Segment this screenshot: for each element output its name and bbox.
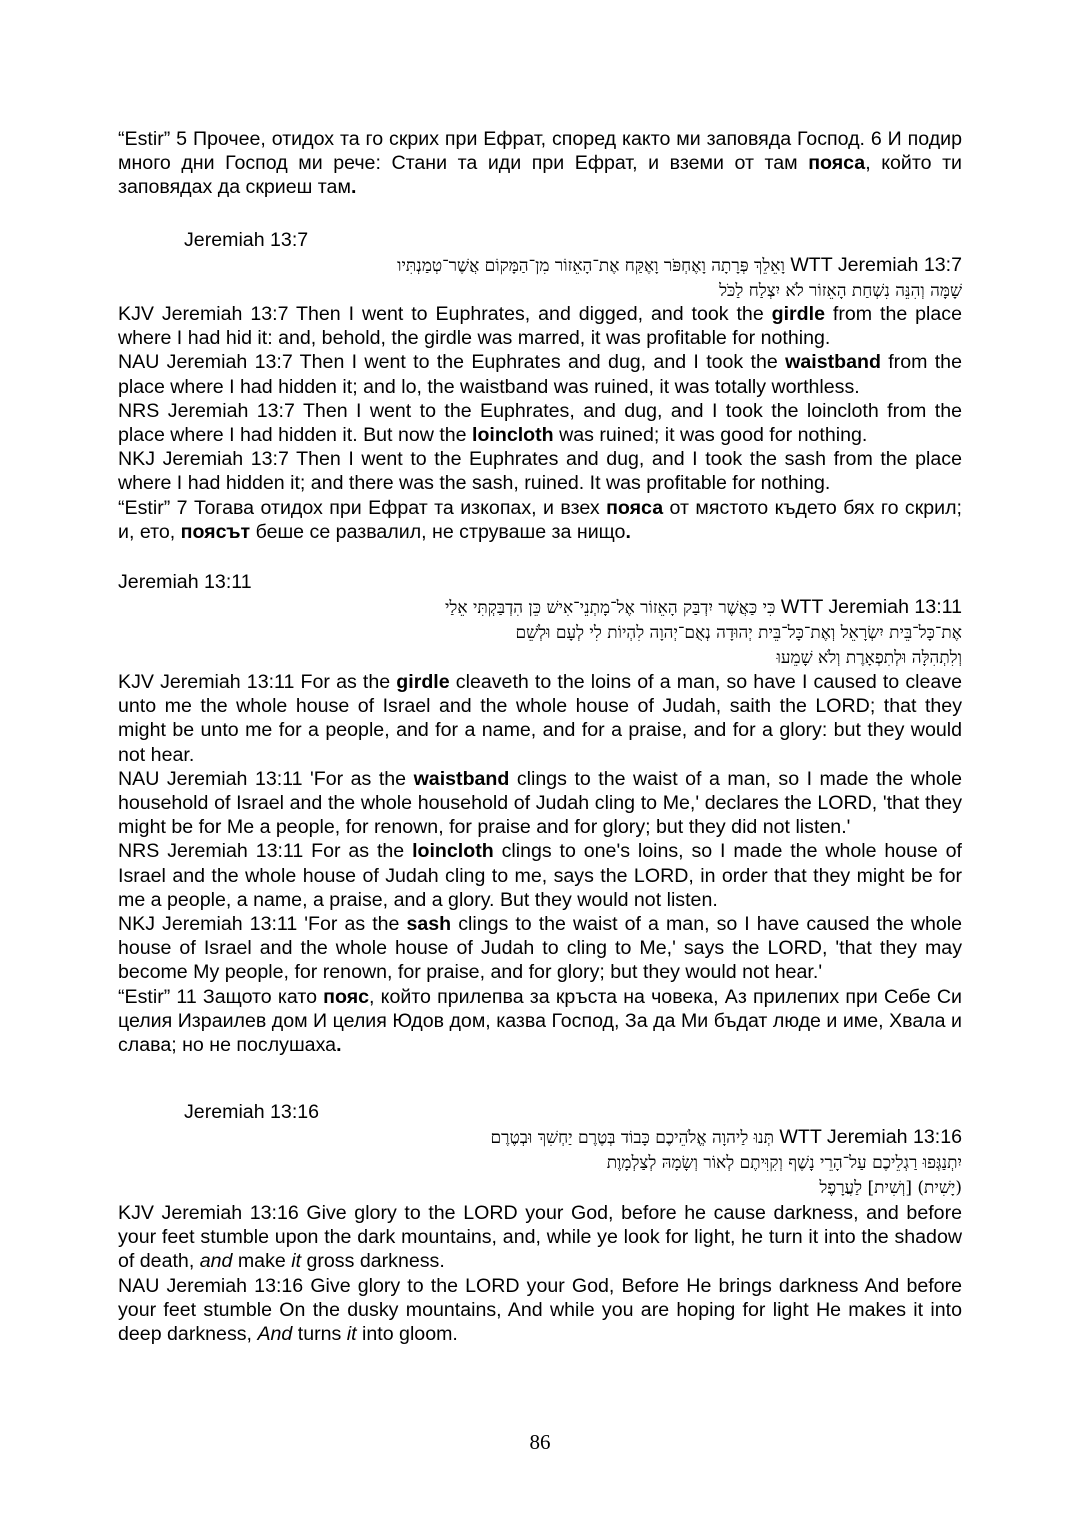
wtt-hebrew-13-7 [262,253,962,303]
nau-verse: NAU Jeremiah 13:16 Give glory to the LORD your God, Before He brings darkness And before your feet stumble On the dusky mountains, And while you are hoping for light He makes it into deep darkness, And turns it into gloom. [118,1274,962,1346]
hebrew-text: שָׁמָּה וְהִנֵּה נִשְׁחַת הָאֵזוֹר לֹא יִצְלַח לַכֹּל [719,281,962,302]
page-number: 86 [529,1430,551,1454]
nrs-verse: NRS Jeremiah 13:11 For as the loincloth clings to one's loins, so I made the whole house of Israel and the whole house of Judah cling to me, says the LORD, in order that they might be for me a people, a name, a praise, and a glory. But they would not listen. [118,840,962,911]
bold-period: . [350,176,357,199]
kjv-verse: KJV Jeremiah 13:11 For as the girdle cleaveth to the loins of a man, so have I caused to cleave unto me the whole house of Israel and the whole house of Judah, saith the LORD; that they might be unto me for a people, and for a name, and for a praise, and for a glory: but they would not hear. [118,671,962,766]
nkj-verse: NKJ Jeremiah 13:7 Then I went to the Euphrates and dug, and I took the sash from the place where I had hidden it; and there was the sash, ruined. It was profitable for nothing. [118,448,962,495]
hebrew-text: יִתְנַגְּפוּ רַגְלֵיכֶם עַל־הָרֵי נָשֶׁף וְקִוִּיתֶם לְאוֹר וְשָׂמָהּ לְצַלְמָוֶת [606,1153,962,1174]
estir-text: , който ти заповядах да скриеш там [118,152,962,199]
hebrew-text: כִּי כַּאֲשֶׁר יִדְבַּק הָאֵזוֹר אֶל־מָתְנֵי־אִישׁ כֵּן הִדְבַּקְתִּי אֵלַי [444,598,776,618]
nau-verse: NAU Jeremiah 13:7 Then I went to the Euphrates and dug, and I took the waistband from the place where I had hidden it; and lo, the waistband was ruined, it was totally worthless. [118,351,962,398]
translations-13-16 [118,1201,962,1346]
section-heading-13-11: Jeremiah 13:11 [118,571,252,593]
section-heading-13-16: Jeremiah 13:16 [184,1101,320,1123]
nau-verse: NAU Jeremiah 13:11 'For as the waistband clings to the waist of a man, so I made the whole household of Israel and the whole household of Judah cling to Me,' declares the LORD, 'that they might be for Me a people, for renown, for praise and for glory; but they did not listen.' [118,767,962,839]
kjv-verse: KJV Jeremiah 13:7 Then I went to Euphrates, and digged, and took the girdle from the place where I had hid it: and, behold, the girdle was marred, it was profitable for nothing. [118,303,962,350]
kjv-verse: KJV Jeremiah 13:16 Give glory to the LORD your God, before he cause darkness, and before your feet stumble upon the dark mountains, and, while ye look for light, he turn it into the shadow of death, and make it gross darkness. [118,1202,962,1273]
estir-text: “Estir” 5 Прочее, отидох та го скрих при Ефрат, според както ми заповяда Господ. 6 И подир много дни Господ ми рече: Стани та иди при Ефрат, и вземи от там [118,128,962,175]
translations-13-7 [118,302,962,544]
estir-verse: “Estir” 7 Тогава отидох при Ефрат та изкопах, и взех пояса от мястото където бях го скрил; и, ето, поясът беше се развалил, не струваше за нищо. [118,496,963,543]
estir-verse: “Estir” 11 Защото като пояс, който прилепва за кръста на човека, Аз прилепих при Себе Си целия Израилев дом И целия Юдов дом, казва Господ, За да Ми бъдат люде и име, Хвала и слава; но не послушаха. [118,985,962,1057]
hebrew-text: (יָשִׁית) [וְשִׁית] לַעֲרָפֶל [819,1178,962,1199]
wtt-hebrew-13-11 [262,595,962,671]
wtt-label: WTT Jeremiah 13:11 [780,596,962,618]
bold-keyword: пояса [808,152,866,175]
hebrew-text: וָאֵלֵךְ פְּרָתָה וָאֶחְפֹּר וָאֶקַּח אֶת־הָאֵזוֹר מִן־הַמָּקוֹם אֲשֶׁר־טְמַנְתִּיו [397,256,785,276]
wtt-label: WTT Jeremiah 13:16 [779,1126,962,1148]
translations-13-11 [118,670,962,1057]
nkj-verse: NKJ Jeremiah 13:11 'For as the sash clings to the waist of a man, so I have caused the whole house of Israel and the whole house of Judah to cling to Me,' says the LORD, 'that they may become My people, for renown, for praise, and for glory; but they would not hear.' [118,913,963,984]
estir-paragraph-13-5 [118,127,962,200]
hebrew-text: אֶת־כָּל־בֵּית יִשְׂרָאֵל וְאֶת־כָּל־בֵּית יְהוּדָה נְאֻם־יְהוָה לִהְיוֹת לִי לְעָם וּלְשֵׁם [515,623,962,644]
wtt-hebrew-13-16 [262,1125,962,1201]
section-heading-13-7: Jeremiah 13:7 [184,229,309,251]
hebrew-text: תְּנוּ לַיהוָה אֱלֹהֵיכֶם כָּבוֹד בְּטֶרֶם יַחְשִׁךְ וּבְטֶרֶם [490,1128,774,1148]
wtt-label: WTT Jeremiah 13:7 [790,254,962,276]
hebrew-text: וְלִתְהִלָּה וּלְתִפְאָרֶת וְלֹא שָׁמֵעוּ [776,648,962,669]
nrs-verse: NRS Jeremiah 13:7 Then I went to the Euphrates, and dug, and I took the loincloth from the place where I had hidden it. But now the loincloth was ruined; it was good for nothing. [118,399,962,447]
